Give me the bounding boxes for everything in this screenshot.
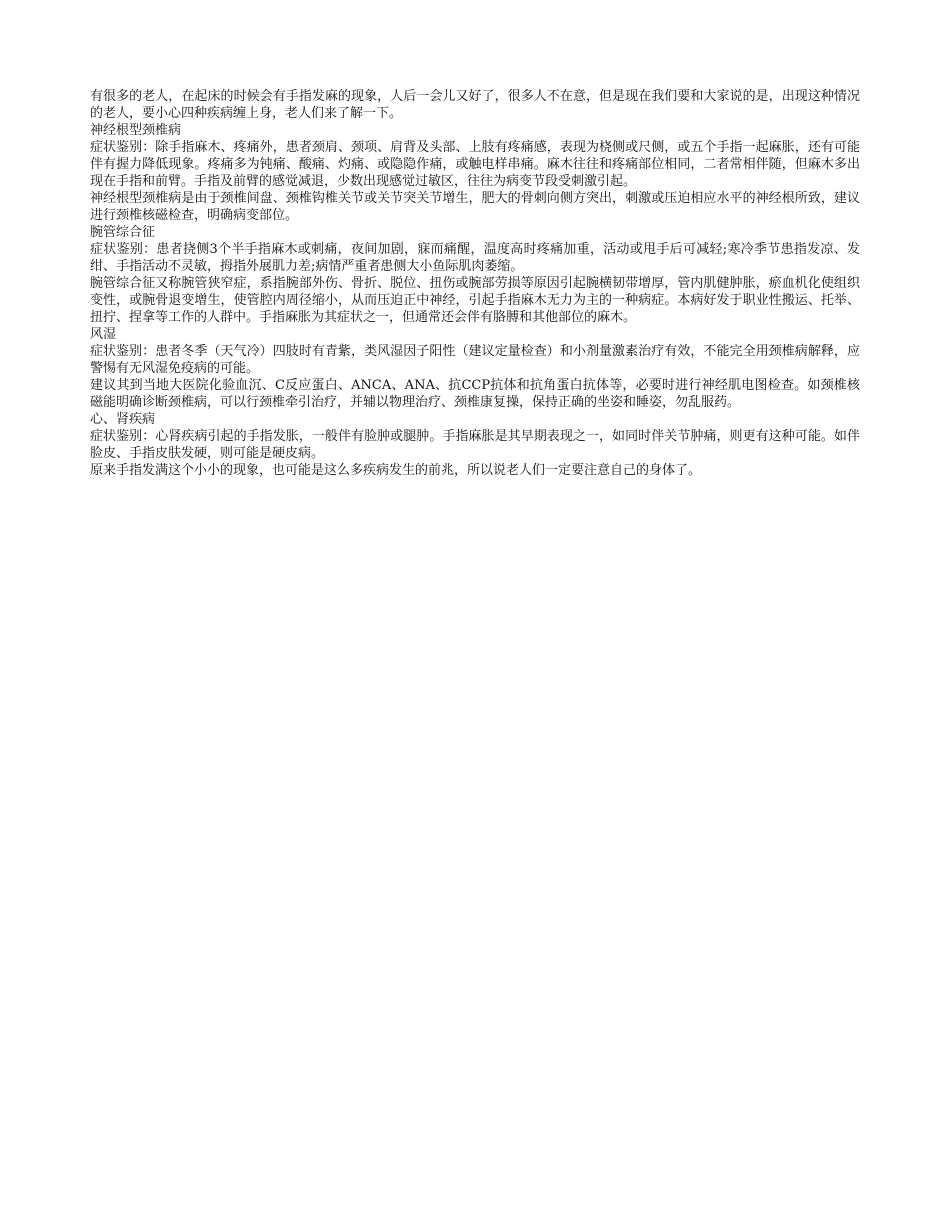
heart-kidney-symptom-paragraph: 症状鉴别：心肾疾病引起的手指发胀，一般伴有脸肿或腿肿。手指麻胀是其早期表现之一，如同时伴关节肿痛，则更有这种可能。如伴脸皮、手指皮肤发硬，则可能是硬皮病。 [90,429,860,461]
section-heading-heart-kidney: 心、肾疾病 [90,412,156,427]
intro-paragraph: 有很多的老人，在起床的时候会有手指发麻的现象，人后一会儿又好了，很多人不在意，但是现在我们要和大家说的是，出现这种情况的老人，要小心四种疾病缠上身，老人们来了解一下。 [90,89,860,121]
cervical-cause-paragraph: 神经根型颈椎病是由于颈椎间盘、颈椎钩椎关节或关节突关节增生，肥大的骨刺向侧方突出，刺激或压迫相应水平的神经根所致，建议进行颈椎核磁检查，明确病变部位。 [90,191,860,223]
carpal-cause-paragraph: 腕管综合征又称腕管狭窄症，系指腕部外伤、骨折、脱位、扭伤或腕部劳损等原因引起腕横韧带增厚，管内肌健肿胀，瘀血机化使组织变性，或腕骨退变增生，使管腔内周径缩小，从而压迫正中神经，引起手指麻木无力为主的一种病症。本病好发于职业性搬运、托举、扭拧、捏拿等工作的人群中。手指麻胀为其症状之一，但通常还会伴有胳膊和其他部位的麻木。 [90,276,860,325]
rheumatism-symptom-paragraph: 症状鉴别：患者冬季（天气冷）四肢时有青紫，类风湿因子阳性（建议定量检查）和小剂量激素治疗有效，不能完全用颈椎病解释，应警惕有无风湿免疫病的可能。 [90,344,860,376]
conclusion-paragraph: 原来手指发满这个小小的现象，也可能是这么多疾病发生的前兆，所以说老人们一定要注意自己的身体了。 [90,463,702,478]
section-heading-rheumatism: 风湿 [90,327,117,342]
article-body [90,88,860,479]
rheumatism-advice-paragraph: 建议其到当地大医院化验血沉、C反应蛋白、ANCA、ANA、抗CCP抗体和抗角蛋白抗体等，必要时进行神经肌电图检查。如颈椎核磁能明确诊断颈椎病，可以行颈椎牵引治疗，并辅以物理治疗、颈椎康复操，保持正确的坐姿和睡姿，勿乱服药。 [90,378,860,410]
section-heading-carpal-tunnel: 腕管综合征 [90,225,156,240]
carpal-symptom-paragraph: 症状鉴别：患者挠侧3个半手指麻木或刺痛，夜间加剧，寐而痛醒，温度高时疼痛加重，活动或甩手后可减轻;寒冷季节患指发凉、发绀、手指活动不灵敏，拇指外展肌力差;病情严重者患侧大小鱼际肌肉萎缩。 [90,242,860,274]
section-heading-cervical-spondylosis: 神经根型颈椎病 [90,123,182,138]
cervical-symptom-paragraph: 症状鉴别：除手指麻木、疼痛外，患者颈肩、颈项、肩背及头部、上肢有疼痛感，表现为桡侧或尺侧，或五个手指一起麻胀，还有可能伴有握力降低现象。疼痛多为钝痛、酸痛、灼痛、或隐隐作痛，或触电样串痛。麻木往往和疼痛部位相同，二者常相伴随，但麻木多出现在手指和前臂。手指及前臂的感觉减退，少数出现感觉过敏区，往往为病变节段受刺激引起。 [90,140,860,189]
